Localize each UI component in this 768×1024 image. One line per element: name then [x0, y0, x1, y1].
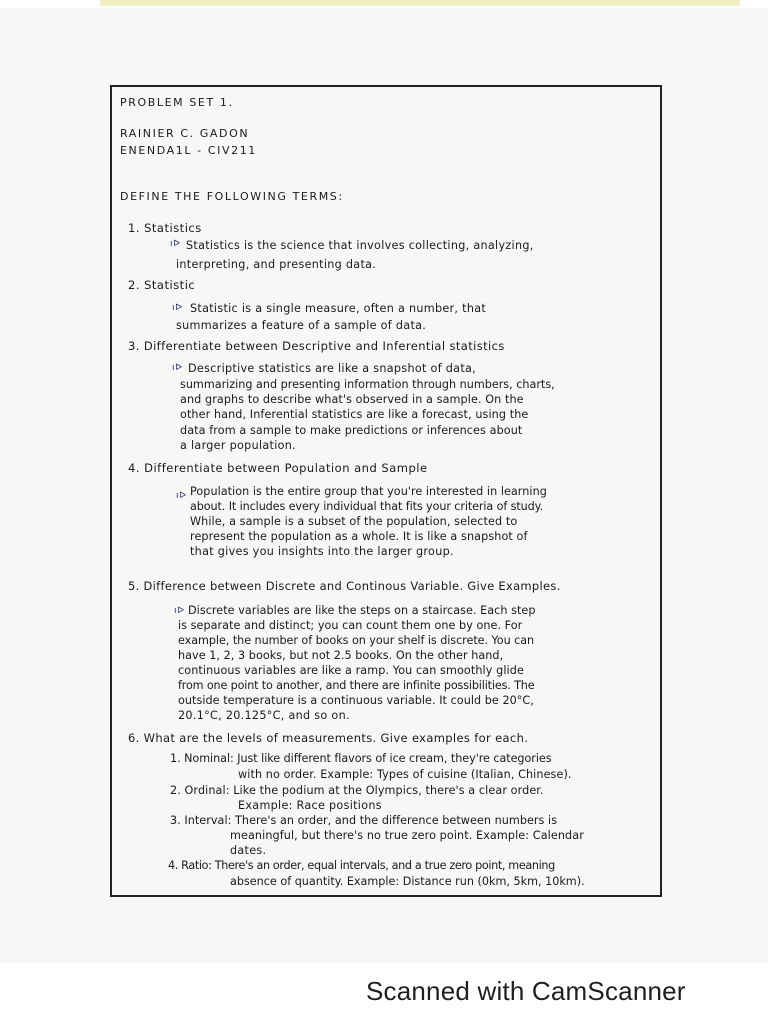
bullet-arrow-icon: ıᐅ: [170, 239, 181, 249]
bullet-arrow-icon: ıᐅ: [172, 363, 183, 373]
level-ordinal-cont: Example: Race positions: [238, 799, 382, 812]
answer-4-line: represent the population as a whole. It is like a snapshot of: [190, 530, 528, 543]
answer-3-line: Descriptive statistics are like a snapshot of data,: [188, 362, 477, 375]
answer-2-line: Statistic is a single measure, often a number, that: [190, 302, 487, 315]
level-nominal-cont: with no order. Example: Types of cuisine (Italian, Chinese).: [238, 768, 572, 781]
answer-4-line: While, a sample is a subset of the population, selected to: [190, 515, 518, 528]
level-ordinal: 2. Ordinal: Like the podium at the Olympics, there's a clear order.: [170, 784, 544, 797]
instructions: DEFINE THE FOLLOWING TERMS:: [120, 190, 344, 203]
bullet-arrow-icon: ıᐅ: [172, 303, 183, 313]
question-5: 5. Difference between Discrete and Continous Variable. Give Examples.: [128, 579, 561, 593]
question-6: 6. What are the levels of measurements. Give examples for each.: [128, 731, 529, 745]
answer-3-line: data from a sample to make predictions or inferences about: [180, 424, 523, 437]
level-interval-cont: dates.: [230, 844, 267, 857]
student-name: RAINIER C. GADON: [120, 127, 250, 140]
camscanner-watermark: Scanned with CamScanner: [366, 976, 686, 1006]
answer-5-line: have 1, 2, 3 books, but not 2.5 books. On the other hand,: [178, 649, 504, 662]
question-2: 2. Statistic: [128, 278, 196, 292]
student-section: ENENDA1L - CIV211: [120, 144, 257, 157]
top-edge-strip: [100, 0, 740, 6]
question-1: 1. Statistics: [128, 221, 202, 235]
bullet-arrow-icon: ıᐅ: [174, 606, 185, 616]
answer-3-line: other hand, Inferential statistics are like a forecast, using the: [180, 408, 529, 421]
level-ratio-cont: absence of quantity. Example: Distance run (0km, 5km, 10km).: [230, 875, 585, 888]
answer-4-line: that gives you insights into the larger group.: [190, 545, 454, 558]
answer-3-line: a larger population.: [180, 439, 297, 452]
answer-5-line: example, the number of books on your shelf is discrete. You can: [178, 634, 535, 647]
bullet-arrow-icon: ıᐅ: [176, 491, 187, 501]
answer-5-line: 20.1°C, 20.125°C, and so on.: [178, 709, 350, 722]
answer-5-line: outside temperature is a continuous variable. It could be 20°C,: [178, 694, 534, 707]
answer-1-line: interpreting, and presenting data.: [176, 258, 377, 271]
answer-1-line: Statistics is the science that involves collecting, analyzing,: [186, 239, 534, 252]
answer-5-line: is separate and distinct; you can count them one by one. For: [178, 619, 523, 632]
level-interval-cont: meaningful, but there's no true zero point. Example: Calendar: [230, 829, 584, 842]
answer-4-line: about. It includes every individual that fits your criteria of study.: [190, 500, 544, 513]
level-interval: 3. Interval: There's an order, and the difference between numbers is: [170, 814, 558, 827]
level-nominal: 1. Nominal: Just like different flavors of ice cream, they're categories: [170, 752, 552, 765]
answer-5-line: from one point to another, and there are infinite possibilities. The: [178, 679, 535, 692]
answer-3-line: and graphs to describe what's observed in a sample. On the: [180, 393, 524, 406]
answer-2-line: summarizes a feature of a sample of data.: [176, 319, 427, 332]
answer-3-line: summarizing and presenting information through numbers, charts,: [180, 378, 555, 391]
problem-set-title: PROBLEM SET 1.: [120, 96, 234, 109]
answer-5-line: continuous variables are like a ramp. You can smoothly glide: [178, 664, 524, 677]
answer-4-line: Population is the entire group that you're interested in learning: [190, 485, 547, 498]
answer-5-line: Discrete variables are like the steps on a staircase. Each step: [188, 604, 536, 617]
question-3: 3. Differentiate between Descriptive and Inferential statistics: [128, 339, 505, 353]
level-ratio: 4. Ratio: There's an order, equal intervals, and a true zero point, meaning: [168, 859, 555, 872]
question-4: 4. Differentiate between Population and Sample: [128, 461, 428, 475]
